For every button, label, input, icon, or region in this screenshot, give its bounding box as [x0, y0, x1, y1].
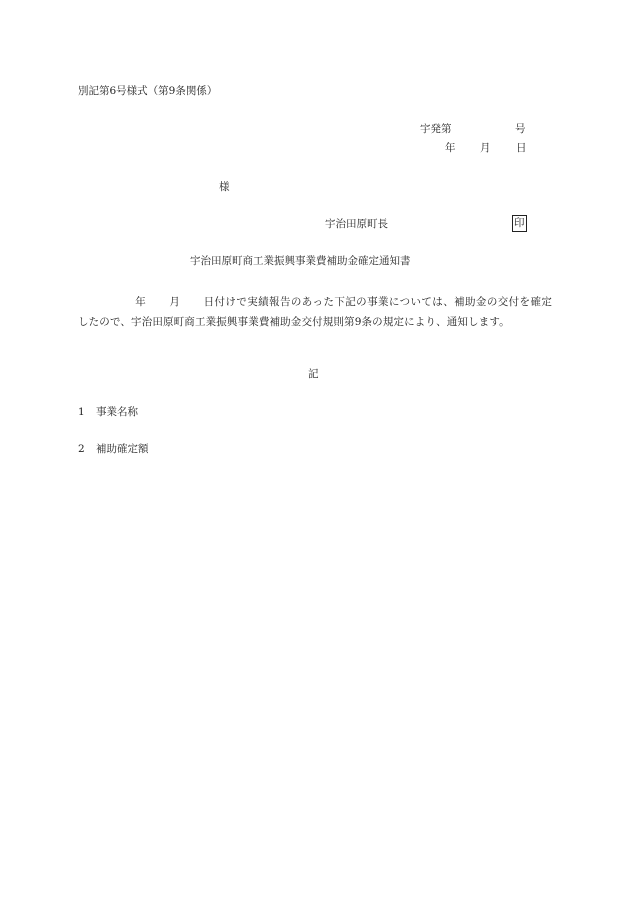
list-item-label: 事業名称 — [96, 406, 138, 418]
list-item-label: 補助確定額 — [96, 443, 149, 455]
body-text: 日付けで実績報告のあった下記の事業については、補助金の交付を確定したので、宇治田原町商工業振興事業費補助金交付規則第9条の規定により、通知します。 — [78, 296, 553, 328]
date-month-label: 月 — [480, 142, 491, 154]
body-paragraph — [78, 293, 552, 332]
body-month-label: 月 — [169, 296, 181, 308]
recipient-honorific: 様 — [219, 181, 230, 193]
date-day-label: 日 — [516, 142, 527, 154]
issue-number-prefix: 宇発第 — [420, 123, 452, 135]
ki-heading: 記 — [308, 368, 319, 380]
list-item-number: 2 — [78, 443, 85, 455]
seal-mark: 印 — [512, 215, 527, 232]
sender-name: 宇治田原町長 — [325, 218, 388, 230]
form-number: 別記第6号様式（第9条関係） — [78, 85, 218, 97]
body-year-label: 年 — [135, 296, 147, 308]
list-item-number: 1 — [78, 406, 85, 418]
issue-number-suffix: 号 — [515, 123, 526, 135]
date-year-label: 年 — [445, 142, 456, 154]
document-title: 宇治田原町商工業振興事業費補助金確定通知書 — [190, 255, 411, 267]
